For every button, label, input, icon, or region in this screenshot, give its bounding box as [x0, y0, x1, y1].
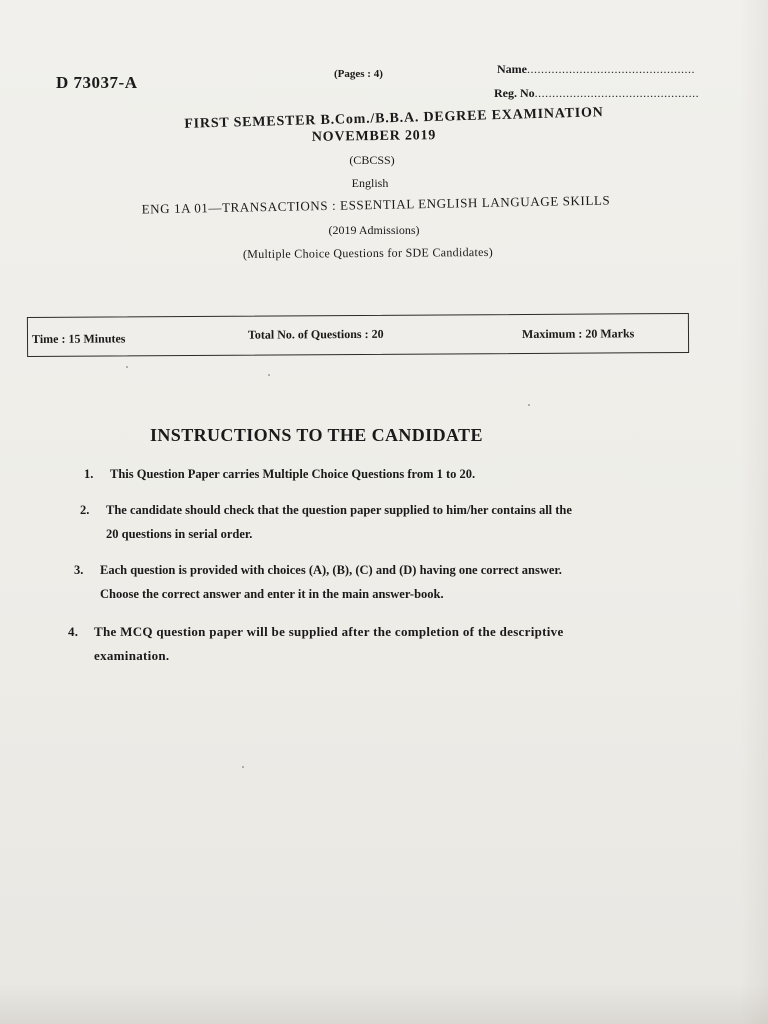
- paper-speck: [126, 366, 128, 368]
- instruction-text: The MCQ question paper will be supplied after the completion of the descriptive: [94, 624, 564, 639]
- page-count: (Pages : 4): [334, 68, 383, 80]
- exam-month: NOVEMBER 2019: [311, 128, 437, 145]
- exam-scheme: (CBCSS): [349, 153, 395, 167]
- reg-no-label: Reg. No: [494, 86, 535, 100]
- instruction-text: The candidate should check that the question paper supplied to him/her contains all the: [106, 503, 572, 517]
- exam-title: FIRST SEMESTER B.Com./B.B.A. DEGREE EXAMINATION: [184, 105, 604, 132]
- reg-no-dotted-line: ...............................................: [534, 86, 700, 100]
- name-dotted-line: ................................................: [527, 62, 695, 76]
- instruction-number: 3.: [74, 563, 84, 577]
- exam-subject: English: [351, 176, 389, 190]
- instruction-item: [68, 620, 564, 668]
- instruction-text-continued: 20 questions in serial order.: [106, 527, 253, 541]
- total-questions: Total No. of Questions : 20: [247, 326, 384, 342]
- instruction-text: Each question is provided with choices (A), (B), (C) and (D) having one correct answer.: [100, 563, 562, 577]
- instruction-number: 4.: [68, 624, 79, 639]
- name-field: [497, 62, 695, 77]
- name-label: Name: [497, 62, 527, 76]
- bottom-shadow: [0, 984, 768, 1024]
- paper-speck: [528, 404, 530, 406]
- instruction-text-continued: Choose the correct answer and enter it in the main answer-book.: [100, 587, 444, 601]
- admissions-year: (2019 Admissions): [328, 223, 420, 237]
- instruction-item: [84, 462, 475, 486]
- instruction-text: This Question Paper carries Multiple Choice Questions from 1 to 20.: [110, 467, 476, 481]
- time-allowed: Time : 15 Minutes: [31, 331, 126, 346]
- reg-no-field: [494, 86, 699, 101]
- maximum-marks: Maximum : 20 Marks: [521, 326, 635, 341]
- instruction-item: [80, 498, 572, 546]
- paper-code: D 73037-A: [56, 73, 138, 92]
- paper-speck: [268, 374, 270, 376]
- instruction-item: [74, 558, 562, 606]
- paper-title: ENG 1A 01—TRANSACTIONS : ESSENTIAL ENGLISH LANGUAGE SKILLS: [141, 192, 611, 217]
- instruction-text-continued: examination.: [94, 648, 170, 663]
- instruction-number: 2.: [80, 503, 90, 517]
- instruction-number: 1.: [84, 467, 94, 481]
- instructions-heading: INSTRUCTIONS TO THE CANDIDATE: [150, 425, 483, 445]
- paper-speck: [242, 766, 244, 768]
- exam-info-box: [27, 313, 689, 357]
- mcq-note: (Multiple Choice Questions for SDE Candidates): [242, 244, 494, 262]
